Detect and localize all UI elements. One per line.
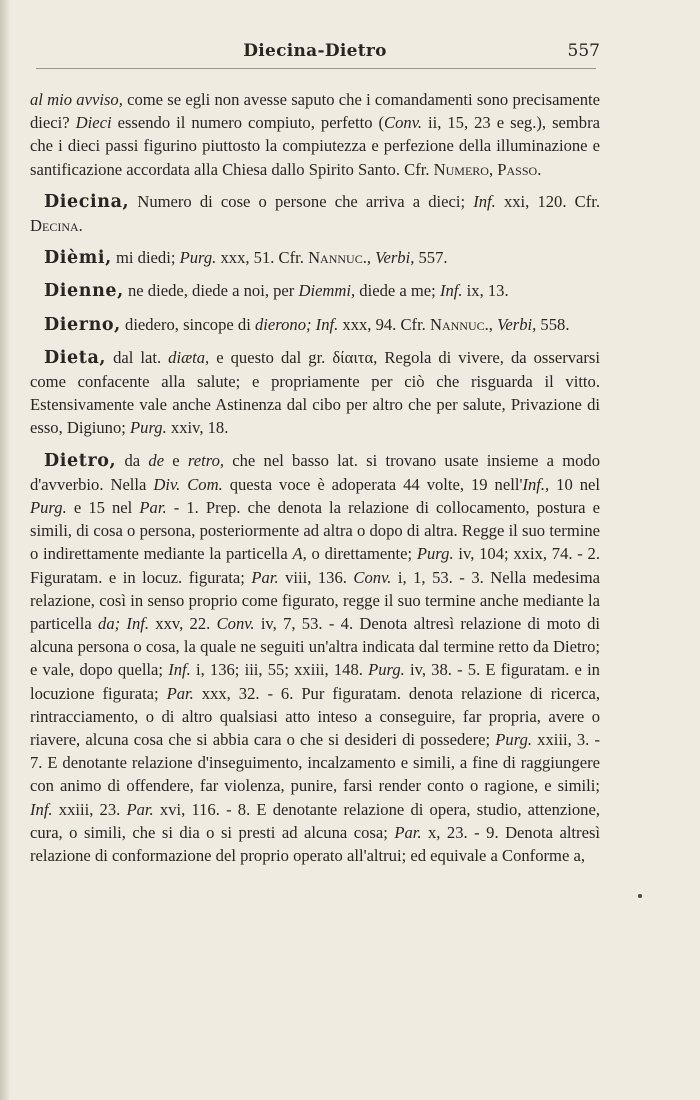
headword: Dienne, xyxy=(44,281,124,302)
entry-diecina: Diecina, Numero di cose o persone che arriva a dieci; Inf. xxi, 120. Cfr. Decina. xyxy=(30,191,600,236)
running-header xyxy=(30,40,600,64)
header-rule xyxy=(36,68,596,69)
headword: Dièmi, xyxy=(44,248,112,269)
running-title: Diecina-Dietro xyxy=(243,41,387,61)
headword: Dieta, xyxy=(44,347,107,368)
entry-dienne: Dienne, ne diede, diede a noi, per Diemmi, diede a me; Inf. ix, 13. xyxy=(44,281,509,302)
entry-dierno: Dierno, diedero, sincope di dierono; Inf. xxx, 94. Cfr. Nannuc., Verbi, 558. xyxy=(44,314,570,335)
book-spine-shadow xyxy=(0,0,10,1100)
headword: Dietro, xyxy=(44,450,117,471)
entry-diemi: Dièmi, mi diedi; Purg. xxx, 51. Cfr. Nannuc., Verbi, 557. xyxy=(44,248,448,269)
headword: Dierno, xyxy=(44,314,121,335)
paragraph-intro: al mio avviso, come se egli non avesse saputo che i comandamenti sono precisamente dieci? Dieci essendo il numero compiuto, perfetto (Conv. ii, 15, 23 e seg.), sembra che i dieci passi figurino piuttosto la compiutezza e perfezione della illuminazione e santificazione accordata alla Chiesa dallo Spirito Santo. Cfr. Numero, Passo. xyxy=(30,90,601,179)
page-number: 557 xyxy=(567,41,600,61)
headword: Diecina, xyxy=(44,191,130,212)
dictionary-text xyxy=(30,88,600,867)
margin-speck xyxy=(638,894,642,898)
entry-dieta: Dieta, dal lat. diæta, e questo dal gr. δίαιτα, Regola di vivere, da osservarsi come confacente alla salute; e propriamente per ciò che risguarda il vitto. Estensivamente vale anche Astinenza dal cibo per altro che per salute, Privazione di esso, Digiuno; Purg. xxiv, 18. xyxy=(30,347,600,438)
entry-dietro: Dietro, da de e retro, che nel basso lat. si trovano usate insieme a modo d'avverbio. Nella Div. Com. questa voce è adoperata 44 volte, 19 nell'Inf., 10 nel Purg. e 15 nel Par. - 1. Prep. che denota la relazione di collocamento, postura e simili, di cosa o persona, posteriormente ad altra o dopo di altra. Regge il suo termine o indirettamente mediante la particella A, o direttamente; Purg. iv, 104; xxix, 74. - 2. Figuratam. e in locuz. figurata; Par. viii, 136. Conv. i, 1, 53. - 3. Nella medesima relazione, così in senso proprio come figurato, regge il suo termine anche mediante la particella da; Inf. xxv, 22. Conv. iv, 7, 53. - 4. Denota altresì relazione di moto di alcuna persona o cosa, la quale ne seguiti un'altra indicata dal termine retto da Dietro; e vale, dopo quella; Inf. i, 136; iii, 55; xxiii, 148. Purg. iv, 38. - 5. E figuratam. e in locuzione figurata; Par. xxx, 32. - 6. Pur figuratam. denota relazione di ricerca, rintracciamento, o di altro qualsiasi atto inteso a conseguire, far propria, avere o riavere, alcuna cosa che si abbia cara o che si desideri di possedere; Purg. xxiii, 3. - 7. E denotante relazione d'inseguimento, incalzamento e simili, a fine di raggiungere con animo di offendere, far violenza, punire, farsi render conto o ragione, e simili; Inf. xxiii, 23. Par. xvi, 116. - 8. E denotante relazione di opera, studio, attenzione, cura, o simili, che si dia o si presti ad alcuna cosa; Par. x, 23. - 9. Denota altresì relazione di conformazione del proprio operato all'altrui; ed equivale a Conforme a, xyxy=(30,450,601,866)
